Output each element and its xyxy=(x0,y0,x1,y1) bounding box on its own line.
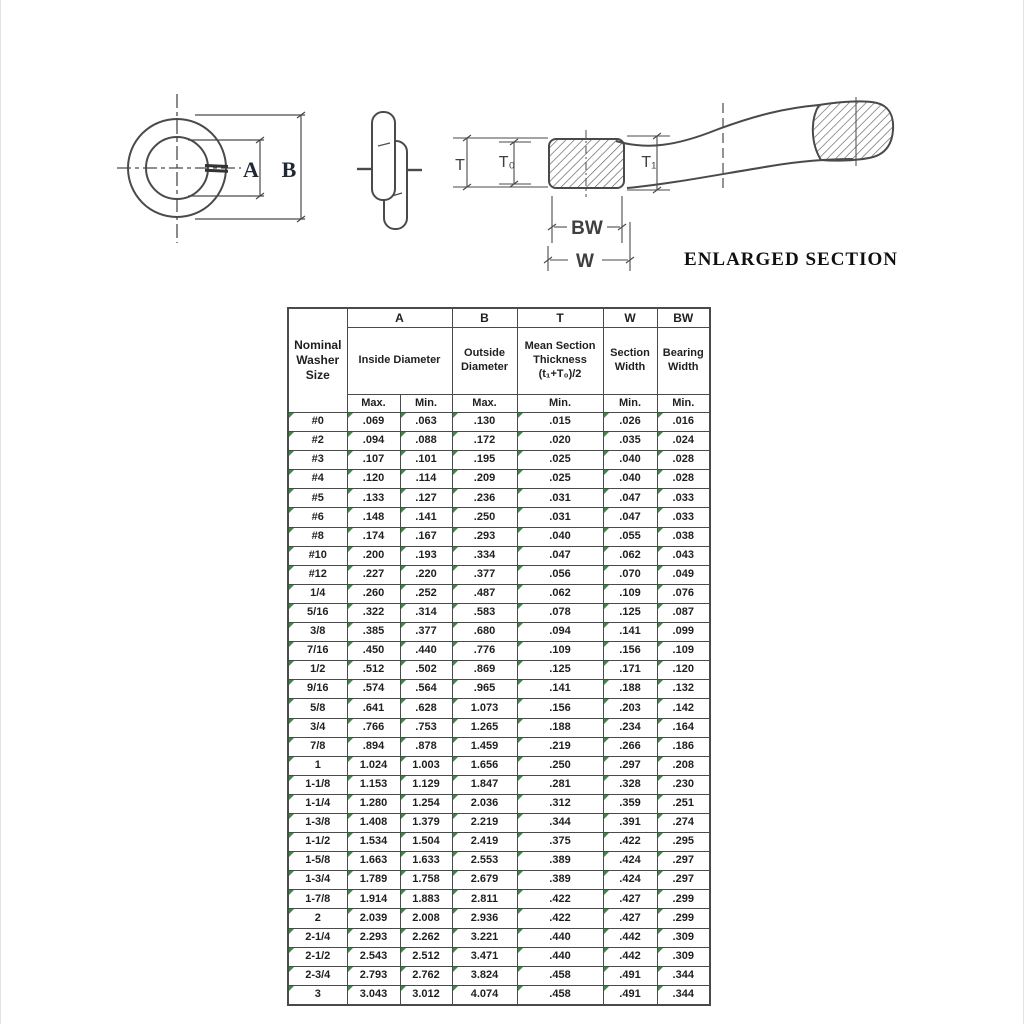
table-row xyxy=(288,985,710,1005)
value-cell: .377 xyxy=(452,565,517,584)
size-cell: 3/8 xyxy=(288,623,347,642)
table-row xyxy=(288,718,710,737)
table-row xyxy=(288,737,710,756)
value-cell: .328 xyxy=(603,775,657,794)
value-cell: .026 xyxy=(603,413,657,432)
col-title-section-width: Section Width xyxy=(603,328,657,395)
value-cell: .040 xyxy=(603,470,657,489)
value-cell: .309 xyxy=(657,928,710,947)
value-cell: .375 xyxy=(517,833,603,852)
value-cell: .422 xyxy=(517,909,603,928)
value-cell: .033 xyxy=(657,489,710,508)
table-row xyxy=(288,413,710,432)
limit-bw-min: Min. xyxy=(657,395,710,413)
size-cell: #0 xyxy=(288,413,347,432)
value-cell: .120 xyxy=(347,470,400,489)
value-cell: 4.074 xyxy=(452,985,517,1005)
value-cell: .141 xyxy=(517,680,603,699)
size-cell: 9/16 xyxy=(288,680,347,699)
table-row xyxy=(288,508,710,527)
table-body xyxy=(288,413,710,1005)
value-cell: .220 xyxy=(400,565,452,584)
value-cell: .016 xyxy=(657,413,710,432)
value-cell: 1.534 xyxy=(347,833,400,852)
table-row xyxy=(288,775,710,794)
value-cell: .141 xyxy=(400,508,452,527)
value-cell: .208 xyxy=(657,756,710,775)
size-cell: 1-1/4 xyxy=(288,794,347,813)
value-cell: .099 xyxy=(657,623,710,642)
dim-label-w: W xyxy=(576,251,594,272)
value-cell: 2.036 xyxy=(452,794,517,813)
value-cell: .502 xyxy=(400,661,452,680)
column-letter-row xyxy=(288,308,710,328)
value-cell: .142 xyxy=(657,699,710,718)
value-cell: .200 xyxy=(347,546,400,565)
value-cell: .458 xyxy=(517,985,603,1005)
value-cell: 1.914 xyxy=(347,890,400,909)
value-cell: 2.543 xyxy=(347,947,400,966)
table-row xyxy=(288,871,710,890)
value-cell: .195 xyxy=(452,451,517,470)
value-cell: .427 xyxy=(603,890,657,909)
table-row xyxy=(288,833,710,852)
value-cell: .133 xyxy=(347,489,400,508)
size-cell: #10 xyxy=(288,546,347,565)
value-cell: 1.459 xyxy=(452,737,517,756)
size-cell: 1-1/8 xyxy=(288,775,347,794)
value-cell: .564 xyxy=(400,680,452,699)
table-row xyxy=(288,527,710,546)
value-cell: .776 xyxy=(452,642,517,661)
value-cell: 2.762 xyxy=(400,966,452,985)
table-row xyxy=(288,546,710,565)
value-cell: .641 xyxy=(347,699,400,718)
value-cell: .512 xyxy=(347,661,400,680)
table-row xyxy=(288,661,710,680)
limit-t-min: Min. xyxy=(517,395,603,413)
col-header-nominal-size: Nominal Washer Size xyxy=(288,308,347,413)
value-cell: 1.280 xyxy=(347,794,400,813)
value-cell: 2.793 xyxy=(347,966,400,985)
value-cell: .299 xyxy=(657,909,710,928)
size-cell: 7/8 xyxy=(288,737,347,756)
size-cell: 2-1/2 xyxy=(288,947,347,966)
value-cell: .440 xyxy=(517,947,603,966)
size-cell: 3 xyxy=(288,985,347,1005)
value-cell: .087 xyxy=(657,603,710,622)
value-cell: .040 xyxy=(603,451,657,470)
value-cell: .015 xyxy=(517,413,603,432)
value-cell: .422 xyxy=(603,833,657,852)
value-cell: 2.811 xyxy=(452,890,517,909)
value-cell: .389 xyxy=(517,871,603,890)
size-cell: 1-3/4 xyxy=(288,871,347,890)
value-cell: .299 xyxy=(657,890,710,909)
value-cell: 1.789 xyxy=(347,871,400,890)
value-cell: 1.073 xyxy=(452,699,517,718)
size-cell: 2-3/4 xyxy=(288,966,347,985)
value-cell: .295 xyxy=(657,833,710,852)
value-cell: .076 xyxy=(657,584,710,603)
limit-row xyxy=(288,395,710,413)
dim-label-t0: T₀ xyxy=(498,154,516,171)
value-cell: .062 xyxy=(517,584,603,603)
limit-a-min: Min. xyxy=(400,395,452,413)
table-row xyxy=(288,794,710,813)
value-cell: .028 xyxy=(657,451,710,470)
size-cell: 1-5/8 xyxy=(288,852,347,871)
value-cell: .274 xyxy=(657,813,710,832)
washer-dimensions-table xyxy=(287,307,711,1006)
value-cell: 1.024 xyxy=(347,756,400,775)
value-cell: .031 xyxy=(517,489,603,508)
table-row xyxy=(288,756,710,775)
value-cell: 1.265 xyxy=(452,718,517,737)
value-cell: .219 xyxy=(517,737,603,756)
limit-b-max: Max. xyxy=(452,395,517,413)
value-cell: 2.293 xyxy=(347,928,400,947)
table-row xyxy=(288,603,710,622)
value-cell: .094 xyxy=(347,432,400,451)
value-cell: .069 xyxy=(347,413,400,432)
value-cell: 1.758 xyxy=(400,871,452,890)
value-cell: .334 xyxy=(452,546,517,565)
value-cell: .132 xyxy=(657,680,710,699)
value-cell: .487 xyxy=(452,584,517,603)
size-cell: 1/2 xyxy=(288,661,347,680)
coil-upper xyxy=(372,112,395,200)
table-row xyxy=(288,852,710,871)
value-cell: 1.847 xyxy=(452,775,517,794)
value-cell: .359 xyxy=(603,794,657,813)
value-cell: .680 xyxy=(452,623,517,642)
value-cell: .040 xyxy=(517,527,603,546)
value-cell: .088 xyxy=(400,432,452,451)
value-cell: .033 xyxy=(657,508,710,527)
value-cell: .574 xyxy=(347,680,400,699)
value-cell: .078 xyxy=(517,603,603,622)
value-cell: .186 xyxy=(657,737,710,756)
value-cell: 1.504 xyxy=(400,833,452,852)
table-row xyxy=(288,890,710,909)
value-cell: .056 xyxy=(517,565,603,584)
enlarged-section-diagram xyxy=(453,97,893,271)
size-cell: 1-3/8 xyxy=(288,813,347,832)
value-cell: .125 xyxy=(603,603,657,622)
limit-w-min: Min. xyxy=(603,395,657,413)
value-cell: 2.219 xyxy=(452,813,517,832)
size-cell: 1/4 xyxy=(288,584,347,603)
col-title-mean-section-thickness: Mean Section Thickness (t₁+T₀)/2 xyxy=(517,328,603,395)
value-cell: .188 xyxy=(517,718,603,737)
table-row xyxy=(288,928,710,947)
value-cell: .156 xyxy=(517,699,603,718)
value-cell: .458 xyxy=(517,966,603,985)
table-row xyxy=(288,623,710,642)
value-cell: .047 xyxy=(603,489,657,508)
value-cell: .209 xyxy=(452,470,517,489)
col-title-inside-diameter: Inside Diameter xyxy=(347,328,452,395)
col-letter-t: T xyxy=(517,308,603,328)
value-cell: 2.512 xyxy=(400,947,452,966)
value-cell: 3.012 xyxy=(400,985,452,1005)
value-cell: .234 xyxy=(603,718,657,737)
value-cell: .250 xyxy=(452,508,517,527)
value-cell: .424 xyxy=(603,852,657,871)
table-row xyxy=(288,432,710,451)
value-cell: .389 xyxy=(517,852,603,871)
value-cell: .766 xyxy=(347,718,400,737)
size-cell: #12 xyxy=(288,565,347,584)
enlarged-section-title: ENLARGED SECTION xyxy=(684,249,898,270)
value-cell: .391 xyxy=(603,813,657,832)
band-end-section xyxy=(813,102,893,161)
value-cell: .120 xyxy=(657,661,710,680)
value-cell: 1.003 xyxy=(400,756,452,775)
value-cell: 1.663 xyxy=(347,852,400,871)
value-cell: .141 xyxy=(603,623,657,642)
value-cell: 1.656 xyxy=(452,756,517,775)
table-row xyxy=(288,909,710,928)
value-cell: .035 xyxy=(603,432,657,451)
size-cell: #4 xyxy=(288,470,347,489)
value-cell: .442 xyxy=(603,947,657,966)
value-cell: .628 xyxy=(400,699,452,718)
value-cell: .440 xyxy=(517,928,603,947)
value-cell: .125 xyxy=(517,661,603,680)
size-cell: 2 xyxy=(288,909,347,928)
value-cell: .055 xyxy=(603,527,657,546)
value-cell: .070 xyxy=(603,565,657,584)
table-row xyxy=(288,947,710,966)
column-title-row xyxy=(288,328,710,395)
value-cell: .109 xyxy=(603,584,657,603)
table-row xyxy=(288,489,710,508)
value-cell: .020 xyxy=(517,432,603,451)
value-cell: .377 xyxy=(400,623,452,642)
value-cell: .047 xyxy=(603,508,657,527)
dim-label-t: T xyxy=(455,157,465,174)
table-row xyxy=(288,470,710,489)
value-cell: 1.633 xyxy=(400,852,452,871)
value-cell: .297 xyxy=(657,871,710,890)
value-cell: 1.153 xyxy=(347,775,400,794)
value-cell: 2.936 xyxy=(452,909,517,928)
value-cell: .193 xyxy=(400,546,452,565)
value-cell: .344 xyxy=(517,813,603,832)
table-row xyxy=(288,680,710,699)
col-letter-b: B xyxy=(452,308,517,328)
value-cell: .028 xyxy=(657,470,710,489)
value-cell: .127 xyxy=(400,489,452,508)
value-cell: .297 xyxy=(603,756,657,775)
table-row xyxy=(288,565,710,584)
value-cell: .203 xyxy=(603,699,657,718)
value-cell: .450 xyxy=(347,642,400,661)
value-cell: 3.221 xyxy=(452,928,517,947)
value-cell: .491 xyxy=(603,985,657,1005)
value-cell: .312 xyxy=(517,794,603,813)
size-cell: 5/8 xyxy=(288,699,347,718)
size-cell: 7/16 xyxy=(288,642,347,661)
value-cell: .025 xyxy=(517,451,603,470)
value-cell: .230 xyxy=(657,775,710,794)
value-cell: .293 xyxy=(452,527,517,546)
value-cell: .164 xyxy=(657,718,710,737)
value-cell: .869 xyxy=(452,661,517,680)
value-cell: 2.039 xyxy=(347,909,400,928)
value-cell: .049 xyxy=(657,565,710,584)
table-row xyxy=(288,813,710,832)
table-row xyxy=(288,642,710,661)
value-cell: .227 xyxy=(347,565,400,584)
col-letter-bw: BW xyxy=(657,308,710,328)
value-cell: .314 xyxy=(400,603,452,622)
value-cell: .252 xyxy=(400,584,452,603)
value-cell: 3.043 xyxy=(347,985,400,1005)
size-cell: #3 xyxy=(288,451,347,470)
value-cell: .025 xyxy=(517,470,603,489)
band-top-edge xyxy=(616,105,819,146)
value-cell: 3.471 xyxy=(452,947,517,966)
value-cell: .427 xyxy=(603,909,657,928)
value-cell: .442 xyxy=(603,928,657,947)
size-cell: #5 xyxy=(288,489,347,508)
size-cell: 2-1/4 xyxy=(288,928,347,947)
value-cell: .062 xyxy=(603,546,657,565)
value-cell: .309 xyxy=(657,947,710,966)
value-cell: .174 xyxy=(347,527,400,546)
value-cell: .167 xyxy=(400,527,452,546)
dim-label-a: A xyxy=(243,157,259,182)
size-cell: #6 xyxy=(288,508,347,527)
value-cell: .107 xyxy=(347,451,400,470)
value-cell: .038 xyxy=(657,527,710,546)
value-cell: .878 xyxy=(400,737,452,756)
value-cell: .236 xyxy=(452,489,517,508)
value-cell: 2.262 xyxy=(400,928,452,947)
size-cell: 1 xyxy=(288,756,347,775)
value-cell: .109 xyxy=(657,642,710,661)
value-cell: 1.379 xyxy=(400,813,452,832)
value-cell: .266 xyxy=(603,737,657,756)
col-title-outside-diameter: Outside Diameter xyxy=(452,328,517,395)
value-cell: 3.824 xyxy=(452,966,517,985)
value-cell: .171 xyxy=(603,661,657,680)
value-cell: .753 xyxy=(400,718,452,737)
value-cell: .094 xyxy=(517,623,603,642)
value-cell: .281 xyxy=(517,775,603,794)
value-cell: 1.129 xyxy=(400,775,452,794)
value-cell: .114 xyxy=(400,470,452,489)
limit-a-max: Max. xyxy=(347,395,400,413)
value-cell: .031 xyxy=(517,508,603,527)
value-cell: .024 xyxy=(657,432,710,451)
value-cell: .344 xyxy=(657,985,710,1005)
value-cell: .251 xyxy=(657,794,710,813)
value-cell: .583 xyxy=(452,603,517,622)
table-row xyxy=(288,966,710,985)
table-row xyxy=(288,451,710,470)
value-cell: .043 xyxy=(657,546,710,565)
value-cell: .894 xyxy=(347,737,400,756)
dim-label-b: B xyxy=(281,157,297,182)
side-view-diagram xyxy=(357,112,422,229)
value-cell: .063 xyxy=(400,413,452,432)
value-cell: .188 xyxy=(603,680,657,699)
value-cell: .156 xyxy=(603,642,657,661)
size-cell: 3/4 xyxy=(288,718,347,737)
value-cell: 2.008 xyxy=(400,909,452,928)
size-cell: 5/16 xyxy=(288,603,347,622)
col-letter-a: A xyxy=(347,308,452,328)
value-cell: .440 xyxy=(400,642,452,661)
value-cell: .172 xyxy=(452,432,517,451)
value-cell: .047 xyxy=(517,546,603,565)
value-cell: .109 xyxy=(517,642,603,661)
value-cell: 2.553 xyxy=(452,852,517,871)
value-cell: .250 xyxy=(517,756,603,775)
value-cell: .297 xyxy=(657,852,710,871)
size-cell: #2 xyxy=(288,432,347,451)
value-cell: .322 xyxy=(347,603,400,622)
value-cell: .148 xyxy=(347,508,400,527)
value-cell: .422 xyxy=(517,890,603,909)
value-cell: .101 xyxy=(400,451,452,470)
size-cell: 1-7/8 xyxy=(288,890,347,909)
value-cell: .491 xyxy=(603,966,657,985)
front-view-diagram xyxy=(117,94,305,243)
band-bottom-edge xyxy=(627,159,853,188)
value-cell: .424 xyxy=(603,871,657,890)
table-row xyxy=(288,584,710,603)
col-letter-w: W xyxy=(603,308,657,328)
value-cell: .344 xyxy=(657,966,710,985)
value-cell: 1.408 xyxy=(347,813,400,832)
value-cell: .260 xyxy=(347,584,400,603)
dim-label-bw: BW xyxy=(571,218,603,239)
size-cell: 1-1/2 xyxy=(288,833,347,852)
table-row xyxy=(288,699,710,718)
dim-label-t1: T₁ xyxy=(641,154,657,171)
value-cell: 2.679 xyxy=(452,871,517,890)
value-cell: 1.254 xyxy=(400,794,452,813)
value-cell: 1.883 xyxy=(400,890,452,909)
value-cell: .965 xyxy=(452,680,517,699)
value-cell: .130 xyxy=(452,413,517,432)
col-title-bearing-width: Bearing Width xyxy=(657,328,710,395)
size-cell: #8 xyxy=(288,527,347,546)
value-cell: 2.419 xyxy=(452,833,517,852)
value-cell: .385 xyxy=(347,623,400,642)
